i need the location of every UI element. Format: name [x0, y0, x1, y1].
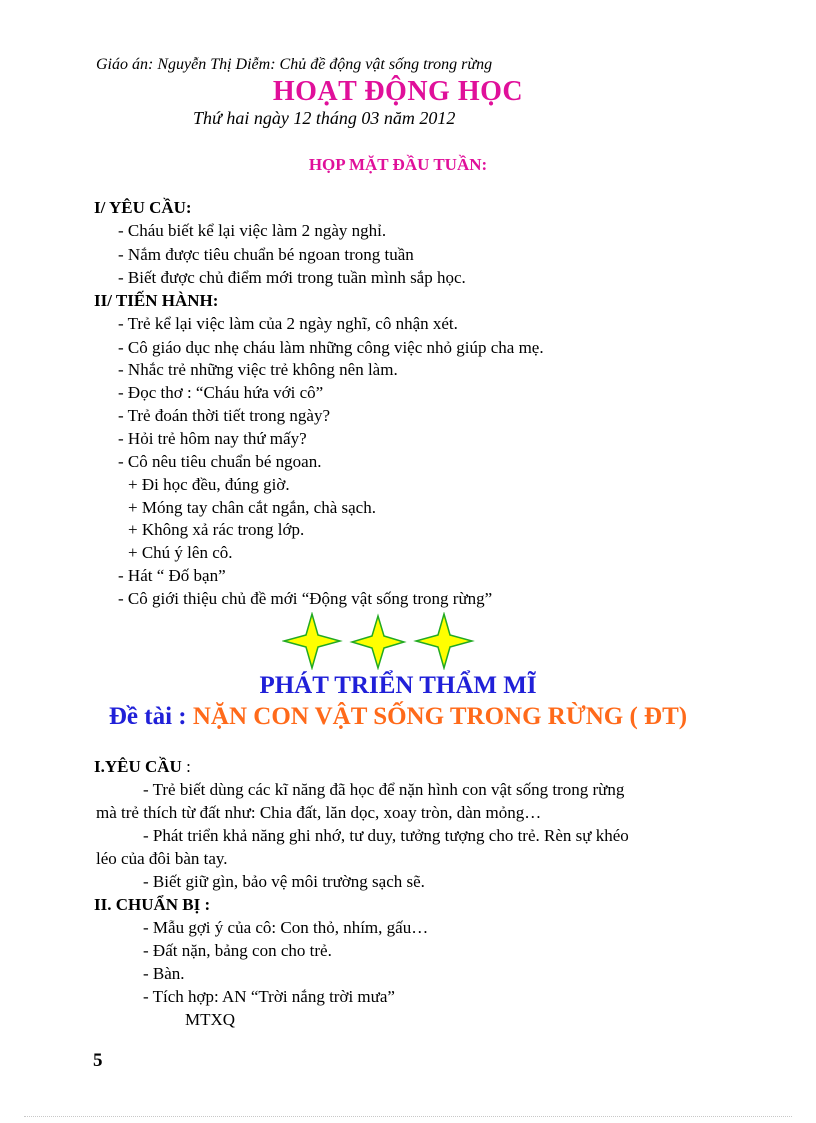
requirement-item: - Cháu biết kể lại việc làm 2 ngày nghỉ. — [118, 221, 387, 240]
criteria-item: + Không xả rác trong lớp. — [128, 520, 305, 539]
preparation-item: - Đất nặn, bảng con cho trẻ. — [143, 941, 332, 960]
criteria-item: + Móng tay chân cắt ngắn, chà sạch. — [128, 498, 376, 517]
requirement-item: - Nắm được tiêu chuẩn bé ngoan trong tuần — [118, 245, 414, 264]
section2-requirements-heading — [94, 757, 191, 777]
preparation-item: - Tích hợp: AN “Trời nắng trời mưa” — [143, 987, 395, 1006]
section2-requirement-item: - Trẻ biết dùng các kĩ năng đã học để nặn hình con vật sống trong rừng — [143, 780, 625, 799]
procedure-item: - Hỏi trẻ hôm nay thứ mấy? — [118, 429, 307, 448]
four-point-star-icon — [352, 616, 404, 668]
procedure-item: - Cô nêu tiêu chuẩn bé ngoan. — [118, 452, 322, 471]
procedure-item: - Cô giáo dục nhẹ cháu làm những công việc nhỏ giúp cha mẹ. — [118, 338, 544, 357]
procedure-item: - Trẻ đoán thời tiết trong ngày? — [118, 406, 331, 425]
four-point-star-icon — [416, 614, 472, 668]
topic-text: NẶN CON VẬT SỐNG TRONG RỪNG ( ĐT) — [192, 703, 688, 730]
topic-label: Đề tài : — [108, 703, 187, 730]
requirements-heading-text: I.YÊU CẦU — [94, 757, 182, 776]
procedure-heading: II/ TIẾN HÀNH: — [94, 291, 219, 310]
section2-requirement-item: - Biết giữ gìn, bảo vệ môi trường sạch sẽ. — [143, 872, 425, 891]
section2-requirement-item: léo của đôi bàn tay. — [96, 849, 228, 868]
page-number: 5 — [93, 1050, 103, 1071]
section1-heading: HỌP MẶT ĐẦU TUẦN: — [308, 155, 488, 174]
section2-requirement-item: mà trẻ thích từ đất như: Chia đất, lăn dọc, xoay tròn, dàn mỏng… — [96, 803, 542, 822]
requirements-heading: I/ YÊU CẦU: — [94, 198, 192, 217]
date-line: Thứ hai ngày 12 tháng 03 năm 2012 — [193, 108, 456, 128]
header-note: Giáo án: Nguyễn Thị Diễm: Chủ đề động vật sống trong rừng — [96, 56, 493, 73]
requirement-item: - Biết được chủ điểm mới trong tuần mình sắp học. — [118, 268, 466, 287]
closing-item: - Cô giới thiệu chủ đề mới “Động vật sống trong rừng” — [118, 589, 493, 608]
criteria-item: + Đi học đều, đúng giờ. — [128, 475, 290, 494]
star-divider — [282, 612, 482, 670]
procedure-item: - Nhắc trẻ những việc trẻ không nên làm. — [118, 360, 398, 379]
procedure-item: - Đọc thơ : “Cháu hứa với cô” — [118, 383, 324, 402]
procedure-item: - Trẻ kể lại việc làm của 2 ngày nghĩ, cô nhận xét. — [118, 314, 458, 333]
preparation-heading: II. CHUẨN BỊ : — [94, 895, 211, 914]
preparation-item: MTXQ — [185, 1010, 236, 1029]
criteria-item: + Chú ý lên cô. — [128, 543, 233, 562]
four-point-star-icon — [284, 614, 340, 668]
section2-title: PHÁT TRIỂN THẨM MĨ — [259, 672, 537, 699]
footer-divider — [24, 1116, 792, 1117]
section2-requirement-item: - Phát triển khả năng ghi nhớ, tư duy, tưởng tượng cho trẻ. Rèn sự khéo — [143, 826, 629, 845]
topic-line — [0, 703, 796, 731]
preparation-item: - Bàn. — [143, 964, 185, 983]
preparation-item: - Mẫu gợi ý của cô: Con thỏ, nhím, gấu… — [143, 918, 429, 937]
closing-item: - Hát “ Đố bạn” — [118, 566, 226, 585]
requirements-heading-colon: : — [181, 757, 191, 776]
main-title: HOẠT ĐỘNG HỌC — [272, 76, 524, 107]
